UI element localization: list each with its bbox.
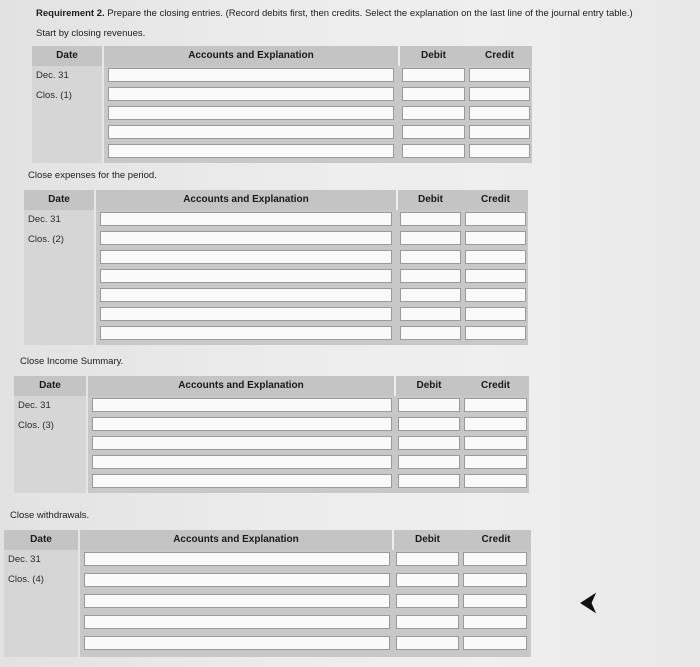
- debit-input[interactable]: [398, 417, 460, 431]
- account-input[interactable]: [100, 269, 392, 283]
- credit-input[interactable]: [464, 398, 527, 412]
- section-1-instruction: Start by closing revenues.: [36, 28, 146, 39]
- credit-input[interactable]: [465, 250, 526, 264]
- credit-input[interactable]: [465, 212, 526, 226]
- debit-input[interactable]: [400, 288, 461, 302]
- date-column: [24, 210, 94, 345]
- section-3-instruction: Close Income Summary.: [20, 356, 124, 367]
- date-text: Dec. 31: [28, 214, 61, 225]
- credit-header: Credit: [461, 530, 531, 550]
- mouse-pointer-icon: [578, 592, 598, 614]
- credit-input[interactable]: [469, 106, 530, 120]
- debit-input[interactable]: [396, 594, 459, 608]
- credit-input[interactable]: [465, 231, 526, 245]
- debit-input[interactable]: [402, 68, 465, 82]
- account-input[interactable]: [92, 474, 392, 488]
- credit-input[interactable]: [464, 474, 527, 488]
- debit-header: Debit: [400, 46, 467, 66]
- credit-input[interactable]: [465, 307, 526, 321]
- credit-input[interactable]: [465, 288, 526, 302]
- account-input[interactable]: [100, 212, 392, 226]
- date-header: Date: [14, 376, 86, 396]
- section-2-instruction: Close expenses for the period.: [28, 170, 157, 181]
- account-input[interactable]: [108, 68, 394, 82]
- debit-input[interactable]: [400, 269, 461, 283]
- credit-input[interactable]: [463, 573, 527, 587]
- debit-input[interactable]: [402, 125, 465, 139]
- accounts-header: Accounts and Explanation: [96, 190, 396, 210]
- credit-input[interactable]: [469, 87, 530, 101]
- credit-input[interactable]: [464, 436, 527, 450]
- account-input[interactable]: [100, 288, 392, 302]
- closing-entry-label: Clos. (2): [28, 234, 64, 245]
- closing-entry-label: Clos. (3): [18, 420, 54, 431]
- date-text: Dec. 31: [8, 554, 41, 565]
- debit-input[interactable]: [402, 87, 465, 101]
- credit-header: Credit: [467, 46, 532, 66]
- date-column: [14, 396, 86, 493]
- account-input[interactable]: [84, 573, 390, 587]
- debit-input[interactable]: [396, 573, 459, 587]
- account-input[interactable]: [92, 455, 392, 469]
- account-input[interactable]: [100, 231, 392, 245]
- debit-input[interactable]: [400, 326, 461, 340]
- debit-input[interactable]: [396, 552, 459, 566]
- closing-entry-label: Clos. (4): [8, 574, 44, 585]
- debit-input[interactable]: [400, 231, 461, 245]
- account-input[interactable]: [100, 250, 392, 264]
- credit-input[interactable]: [469, 144, 530, 158]
- requirement-text: [36, 8, 633, 19]
- credit-input[interactable]: [469, 68, 530, 82]
- debit-input[interactable]: [400, 250, 461, 264]
- debit-input[interactable]: [398, 455, 460, 469]
- account-input[interactable]: [108, 87, 394, 101]
- credit-header: Credit: [463, 190, 528, 210]
- credit-input[interactable]: [463, 552, 527, 566]
- account-input[interactable]: [100, 326, 392, 340]
- debit-input[interactable]: [396, 636, 459, 650]
- debit-input[interactable]: [398, 474, 460, 488]
- credit-input[interactable]: [465, 269, 526, 283]
- debit-input[interactable]: [400, 212, 461, 226]
- accounts-header: Accounts and Explanation: [88, 376, 394, 396]
- credit-input[interactable]: [469, 125, 530, 139]
- accounts-header: Accounts and Explanation: [80, 530, 392, 550]
- account-input[interactable]: [92, 436, 392, 450]
- date-column: [4, 550, 78, 657]
- date-text: Dec. 31: [18, 400, 51, 411]
- debit-input[interactable]: [402, 106, 465, 120]
- account-input[interactable]: [108, 125, 394, 139]
- accounts-header: Accounts and Explanation: [104, 46, 398, 66]
- section-4-instruction: Close withdrawals.: [10, 510, 90, 521]
- credit-input[interactable]: [463, 594, 527, 608]
- account-input[interactable]: [100, 307, 392, 321]
- closing-entry-label: Clos. (1): [36, 90, 72, 101]
- debit-header: Debit: [394, 530, 461, 550]
- credit-input[interactable]: [463, 636, 527, 650]
- requirement-instructions: Prepare the closing entries. (Record debits first, then credits. Select the explanation on the last line of the journal entry table.): [107, 8, 633, 19]
- debit-input[interactable]: [396, 615, 459, 629]
- account-input[interactable]: [84, 594, 390, 608]
- credit-input[interactable]: [463, 615, 527, 629]
- debit-input[interactable]: [398, 436, 460, 450]
- credit-input[interactable]: [464, 417, 527, 431]
- debit-input[interactable]: [400, 307, 461, 321]
- date-column: [32, 66, 102, 163]
- account-input[interactable]: [108, 106, 394, 120]
- credit-input[interactable]: [465, 326, 526, 340]
- date-text: Dec. 31: [36, 70, 69, 81]
- account-input[interactable]: [108, 144, 394, 158]
- date-header: Date: [4, 530, 78, 550]
- credit-header: Credit: [462, 376, 529, 396]
- debit-input[interactable]: [402, 144, 465, 158]
- account-input[interactable]: [84, 636, 390, 650]
- credit-input[interactable]: [464, 455, 527, 469]
- debit-header: Debit: [396, 376, 462, 396]
- account-input[interactable]: [84, 552, 390, 566]
- account-input[interactable]: [84, 615, 390, 629]
- account-input[interactable]: [92, 398, 392, 412]
- account-input[interactable]: [92, 417, 392, 431]
- debit-input[interactable]: [398, 398, 460, 412]
- date-header: Date: [32, 46, 102, 66]
- debit-header: Debit: [398, 190, 463, 210]
- date-header: Date: [24, 190, 94, 210]
- requirement-label: Requirement 2.: [36, 8, 105, 19]
